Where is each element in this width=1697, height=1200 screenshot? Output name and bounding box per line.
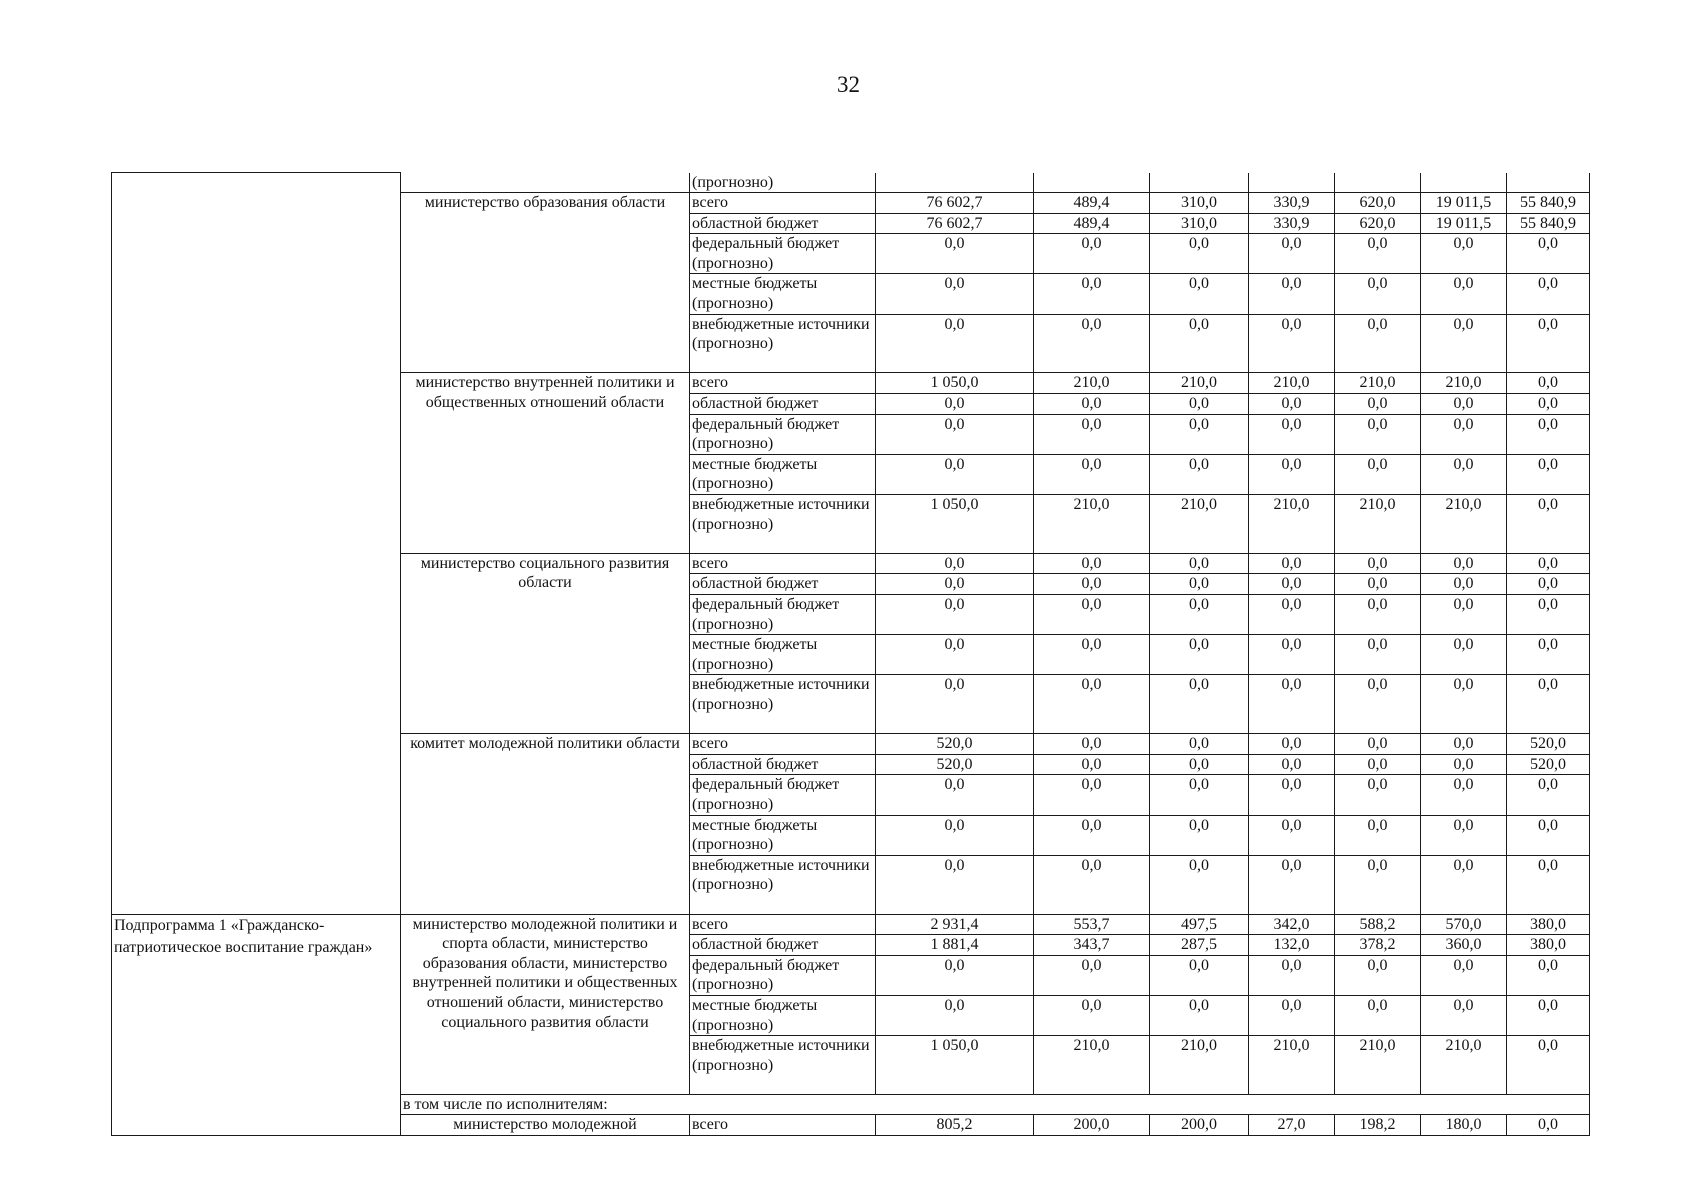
source-cell: федеральный бюджет (прогнозно) — [690, 234, 876, 274]
executor-cell-continued — [401, 173, 690, 193]
value-cell: 0,0 — [1249, 815, 1335, 855]
value-cell: 553,7 — [1034, 914, 1150, 935]
value-cell: 0,0 — [1249, 855, 1335, 914]
value-cell: 0,0 — [876, 574, 1034, 595]
value-cell: 210,0 — [1421, 373, 1507, 394]
value-cell: 0,0 — [1335, 754, 1421, 775]
value-cell: 0,0 — [876, 855, 1034, 914]
value-cell: 0,0 — [876, 995, 1034, 1035]
value-cell: 0,0 — [1150, 855, 1249, 914]
source-cell: внебюджетные источники (прогнозно) — [690, 495, 876, 554]
value-cell: 0,0 — [1150, 995, 1249, 1035]
value-cell: 0,0 — [1421, 553, 1507, 574]
executor-cell: комитет молодежной политики области — [401, 734, 690, 914]
value-cell: 1 050,0 — [876, 373, 1034, 394]
value-cell: 0,0 — [876, 955, 1034, 995]
value-cell: 0,0 — [876, 775, 1034, 815]
value-cell: 0,0 — [1335, 955, 1421, 995]
value-cell — [876, 173, 1034, 193]
value-cell: 0,0 — [1249, 574, 1335, 595]
value-cell: 570,0 — [1421, 914, 1507, 935]
value-cell: 0,0 — [1034, 675, 1150, 734]
value-cell: 0,0 — [1421, 754, 1507, 775]
value-cell: 210,0 — [1335, 495, 1421, 554]
source-cell: всего — [690, 734, 876, 755]
value-cell: 0,0 — [1507, 414, 1590, 454]
source-cell: федеральный бюджет (прогнозно) — [690, 955, 876, 995]
source-cell: всего — [690, 553, 876, 574]
value-cell: 210,0 — [1150, 495, 1249, 554]
value-cell: 0,0 — [1507, 775, 1590, 815]
value-cell: 0,0 — [1421, 234, 1507, 274]
table-body — [112, 173, 1590, 1136]
value-cell: 0,0 — [1335, 775, 1421, 815]
value-cell: 0,0 — [876, 675, 1034, 734]
value-cell: 0,0 — [1335, 574, 1421, 595]
source-cell: всего — [690, 193, 876, 214]
source-cell: федеральный бюджет (прогнозно) — [690, 414, 876, 454]
value-cell — [1249, 173, 1335, 193]
value-cell: 200,0 — [1034, 1115, 1150, 1136]
value-cell: 0,0 — [1507, 373, 1590, 394]
value-cell: 210,0 — [1335, 373, 1421, 394]
value-cell: 0,0 — [1150, 595, 1249, 635]
value-cell: 0,0 — [1421, 775, 1507, 815]
value-cell: 0,0 — [1034, 995, 1150, 1035]
source-cell: областной бюджет — [690, 754, 876, 775]
value-cell: 132,0 — [1249, 935, 1335, 956]
value-cell: 0,0 — [1150, 734, 1249, 755]
value-cell: 0,0 — [1249, 454, 1335, 494]
value-cell: 0,0 — [1034, 454, 1150, 494]
value-cell: 0,0 — [1150, 955, 1249, 995]
value-cell: 343,7 — [1034, 935, 1150, 956]
value-cell: 0,0 — [1421, 635, 1507, 675]
value-cell: 380,0 — [1507, 935, 1590, 956]
source-cell: федеральный бюджет (прогнозно) — [690, 595, 876, 635]
value-cell: 620,0 — [1335, 213, 1421, 234]
value-cell: 0,0 — [1034, 234, 1150, 274]
value-cell: 0,0 — [1421, 734, 1507, 755]
executor-cell: министерство социального развития области — [401, 553, 690, 733]
value-cell: 19 011,5 — [1421, 193, 1507, 214]
value-cell: 380,0 — [1507, 914, 1590, 935]
value-cell — [1150, 173, 1249, 193]
value-cell: 0,0 — [1421, 855, 1507, 914]
value-cell: 210,0 — [1249, 495, 1335, 554]
value-cell: 0,0 — [1150, 394, 1249, 415]
value-cell: 0,0 — [1421, 955, 1507, 995]
program-cell-empty — [112, 173, 401, 915]
value-cell: 0,0 — [1150, 754, 1249, 775]
value-cell: 0,0 — [1150, 574, 1249, 595]
value-cell: 0,0 — [876, 595, 1034, 635]
executor-cell: министерство внутренней политики и общественных отношений области — [401, 373, 690, 553]
value-cell: 0,0 — [1507, 815, 1590, 855]
value-cell: 0,0 — [1150, 274, 1249, 314]
value-cell: 0,0 — [1507, 495, 1590, 554]
source-cell: внебюджетные источники (прогнозно) — [690, 314, 876, 373]
value-cell: 0,0 — [1150, 414, 1249, 454]
executor-cell: министерство образования области — [401, 193, 690, 373]
value-cell: 0,0 — [876, 553, 1034, 574]
source-cell: местные бюджеты (прогнозно) — [690, 995, 876, 1035]
value-cell: 0,0 — [1034, 274, 1150, 314]
value-cell: 0,0 — [876, 635, 1034, 675]
source-cell: федеральный бюджет (прогнозно) — [690, 775, 876, 815]
value-cell: 1 881,4 — [876, 935, 1034, 956]
source-cell: внебюджетные источники (прогнозно) — [690, 855, 876, 914]
value-cell: 0,0 — [1335, 595, 1421, 635]
value-cell: 0,0 — [1507, 595, 1590, 635]
value-cell: 378,2 — [1335, 935, 1421, 956]
value-cell: 497,5 — [1150, 914, 1249, 935]
value-cell: 0,0 — [1034, 734, 1150, 755]
value-cell: 210,0 — [1150, 1036, 1249, 1095]
value-cell: 0,0 — [1150, 675, 1249, 734]
subprogram-title: Подпрограмма 1 «Гражданско-патриотическое воспитание граждан» — [112, 914, 401, 1136]
value-cell: 0,0 — [1507, 314, 1590, 373]
value-cell: 0,0 — [1335, 635, 1421, 675]
value-cell: 0,0 — [1249, 635, 1335, 675]
value-cell: 0,0 — [1421, 995, 1507, 1035]
value-cell: 1 050,0 — [876, 1036, 1034, 1095]
value-cell: 0,0 — [876, 274, 1034, 314]
value-cell: 0,0 — [1249, 274, 1335, 314]
value-cell: 0,0 — [1507, 1115, 1590, 1136]
value-cell: 0,0 — [1335, 815, 1421, 855]
value-cell: 0,0 — [1034, 595, 1150, 635]
value-cell: 0,0 — [1034, 955, 1150, 995]
source-cell: местные бюджеты (прогнозно) — [690, 274, 876, 314]
value-cell: 330,9 — [1249, 193, 1335, 214]
value-cell: 0,0 — [1335, 675, 1421, 734]
source-cell: внебюджетные источники (прогнозно) — [690, 675, 876, 734]
value-cell: 0,0 — [876, 454, 1034, 494]
value-cell: 0,0 — [1150, 314, 1249, 373]
value-cell: 0,0 — [1034, 553, 1150, 574]
value-cell: 0,0 — [1507, 454, 1590, 494]
value-cell: 0,0 — [1335, 394, 1421, 415]
value-cell: 210,0 — [1249, 1036, 1335, 1095]
value-cell: 0,0 — [1421, 414, 1507, 454]
value-cell: 0,0 — [1249, 314, 1335, 373]
value-cell: 588,2 — [1335, 914, 1421, 935]
value-cell: 0,0 — [1034, 815, 1150, 855]
source-cell: всего — [690, 373, 876, 394]
source-cell: местные бюджеты (прогнозно) — [690, 454, 876, 494]
value-cell: 0,0 — [876, 234, 1034, 274]
value-cell: 0,0 — [1507, 234, 1590, 274]
value-cell: 0,0 — [1034, 635, 1150, 675]
value-cell: 0,0 — [1034, 855, 1150, 914]
value-cell: 0,0 — [1335, 995, 1421, 1035]
value-cell: 287,5 — [1150, 935, 1249, 956]
value-cell: 76 602,7 — [876, 213, 1034, 234]
value-cell: 310,0 — [1150, 213, 1249, 234]
value-cell: 0,0 — [1249, 234, 1335, 274]
value-cell: 0,0 — [1249, 955, 1335, 995]
value-cell: 0,0 — [1507, 574, 1590, 595]
value-cell: 310,0 — [1150, 193, 1249, 214]
value-cell: 0,0 — [1249, 995, 1335, 1035]
value-cell: 0,0 — [1150, 553, 1249, 574]
value-cell: 210,0 — [1150, 373, 1249, 394]
value-cell: 0,0 — [1150, 635, 1249, 675]
value-cell: 0,0 — [1507, 855, 1590, 914]
value-cell: 180,0 — [1421, 1115, 1507, 1136]
value-cell: 200,0 — [1150, 1115, 1249, 1136]
value-cell: 520,0 — [1507, 734, 1590, 755]
value-cell: 0,0 — [1034, 574, 1150, 595]
table-row — [112, 173, 1590, 193]
source-cell: местные бюджеты (прогнозно) — [690, 815, 876, 855]
value-cell: 0,0 — [1249, 414, 1335, 454]
value-cell: 0,0 — [1249, 775, 1335, 815]
value-cell: 0,0 — [1249, 394, 1335, 415]
value-cell: 0,0 — [1034, 314, 1150, 373]
value-cell: 0,0 — [1421, 454, 1507, 494]
value-cell: 0,0 — [1150, 454, 1249, 494]
value-cell: 0,0 — [1507, 553, 1590, 574]
value-cell: 0,0 — [1034, 394, 1150, 415]
value-cell: 210,0 — [1249, 373, 1335, 394]
value-cell — [1421, 173, 1507, 193]
source-cell: всего — [690, 1115, 876, 1136]
value-cell: 0,0 — [1150, 815, 1249, 855]
value-cell: 0,0 — [1421, 595, 1507, 635]
value-cell: 27,0 — [1249, 1115, 1335, 1136]
value-cell: 0,0 — [1335, 274, 1421, 314]
value-cell — [1507, 173, 1590, 193]
value-cell: 1 050,0 — [876, 495, 1034, 554]
value-cell: 0,0 — [1421, 314, 1507, 373]
value-cell: 0,0 — [1335, 734, 1421, 755]
value-cell: 0,0 — [1249, 734, 1335, 755]
value-cell: 0,0 — [1335, 314, 1421, 373]
value-cell: 0,0 — [1507, 394, 1590, 415]
executors-note: в том числе по исполнителям: — [401, 1094, 1590, 1115]
value-cell: 0,0 — [876, 815, 1034, 855]
page-number: 32 — [837, 72, 860, 97]
value-cell: 0,0 — [1507, 274, 1590, 314]
value-cell: 0,0 — [1249, 553, 1335, 574]
source-cell: областной бюджет — [690, 394, 876, 415]
value-cell: 805,2 — [876, 1115, 1034, 1136]
value-cell: 620,0 — [1335, 193, 1421, 214]
value-cell: 0,0 — [876, 314, 1034, 373]
value-cell: 19 011,5 — [1421, 213, 1507, 234]
value-cell: 76 602,7 — [876, 193, 1034, 214]
value-cell: 0,0 — [1335, 414, 1421, 454]
value-cell — [1335, 173, 1421, 193]
value-cell: 210,0 — [1034, 373, 1150, 394]
source-cell: областной бюджет — [690, 574, 876, 595]
value-cell: 0,0 — [1507, 675, 1590, 734]
value-cell: 520,0 — [1507, 754, 1590, 775]
value-cell: 198,2 — [1335, 1115, 1421, 1136]
value-cell: 0,0 — [1034, 754, 1150, 775]
value-cell: 0,0 — [1335, 553, 1421, 574]
value-cell: 210,0 — [1421, 495, 1507, 554]
value-cell: 489,4 — [1034, 213, 1150, 234]
value-cell: 0,0 — [1421, 675, 1507, 734]
table-row — [112, 914, 1590, 935]
value-cell: 0,0 — [1421, 274, 1507, 314]
value-cell: 55 840,9 — [1507, 193, 1590, 214]
value-cell: 210,0 — [1034, 1036, 1150, 1095]
value-cell: 0,0 — [1034, 414, 1150, 454]
source-cell: областной бюджет — [690, 213, 876, 234]
value-cell: 0,0 — [1034, 775, 1150, 815]
budget-table — [111, 172, 1590, 1136]
value-cell: 210,0 — [1335, 1036, 1421, 1095]
value-cell: 330,9 — [1249, 213, 1335, 234]
value-cell: 520,0 — [876, 754, 1034, 775]
value-cell: 360,0 — [1421, 935, 1507, 956]
value-cell: 0,0 — [1150, 234, 1249, 274]
value-cell: 0,0 — [1421, 394, 1507, 415]
source-cell: внебюджетные источники (прогнозно) — [690, 1036, 876, 1095]
value-cell: 0,0 — [1421, 574, 1507, 595]
executor-cell: министерство молодежной политики и спорта области, министерство образования области, министерство внутренней политики и общественных отношений области, министерство социального развития области — [401, 914, 690, 1094]
value-cell: 0,0 — [1335, 855, 1421, 914]
source-cell: всего — [690, 914, 876, 935]
source-cell: (прогнозно) — [690, 173, 876, 193]
value-cell: 0,0 — [876, 394, 1034, 415]
value-cell: 0,0 — [1150, 775, 1249, 815]
value-cell: 210,0 — [1034, 495, 1150, 554]
source-cell: областной бюджет — [690, 935, 876, 956]
value-cell: 342,0 — [1249, 914, 1335, 935]
value-cell: 0,0 — [1421, 815, 1507, 855]
value-cell: 0,0 — [876, 414, 1034, 454]
value-cell: 210,0 — [1421, 1036, 1507, 1095]
value-cell: 0,0 — [1335, 454, 1421, 494]
value-cell: 2 931,4 — [876, 914, 1034, 935]
value-cell: 0,0 — [1507, 1036, 1590, 1095]
value-cell: 0,0 — [1507, 995, 1590, 1035]
executor-cell: министерство молодежной — [401, 1115, 690, 1136]
value-cell: 0,0 — [1249, 595, 1335, 635]
value-cell: 0,0 — [1507, 955, 1590, 995]
value-cell: 0,0 — [1507, 635, 1590, 675]
source-cell: местные бюджеты (прогнозно) — [690, 635, 876, 675]
value-cell — [1034, 173, 1150, 193]
value-cell: 0,0 — [1249, 754, 1335, 775]
value-cell: 55 840,9 — [1507, 213, 1590, 234]
value-cell: 0,0 — [1335, 234, 1421, 274]
value-cell: 489,4 — [1034, 193, 1150, 214]
value-cell: 520,0 — [876, 734, 1034, 755]
value-cell: 0,0 — [1249, 675, 1335, 734]
